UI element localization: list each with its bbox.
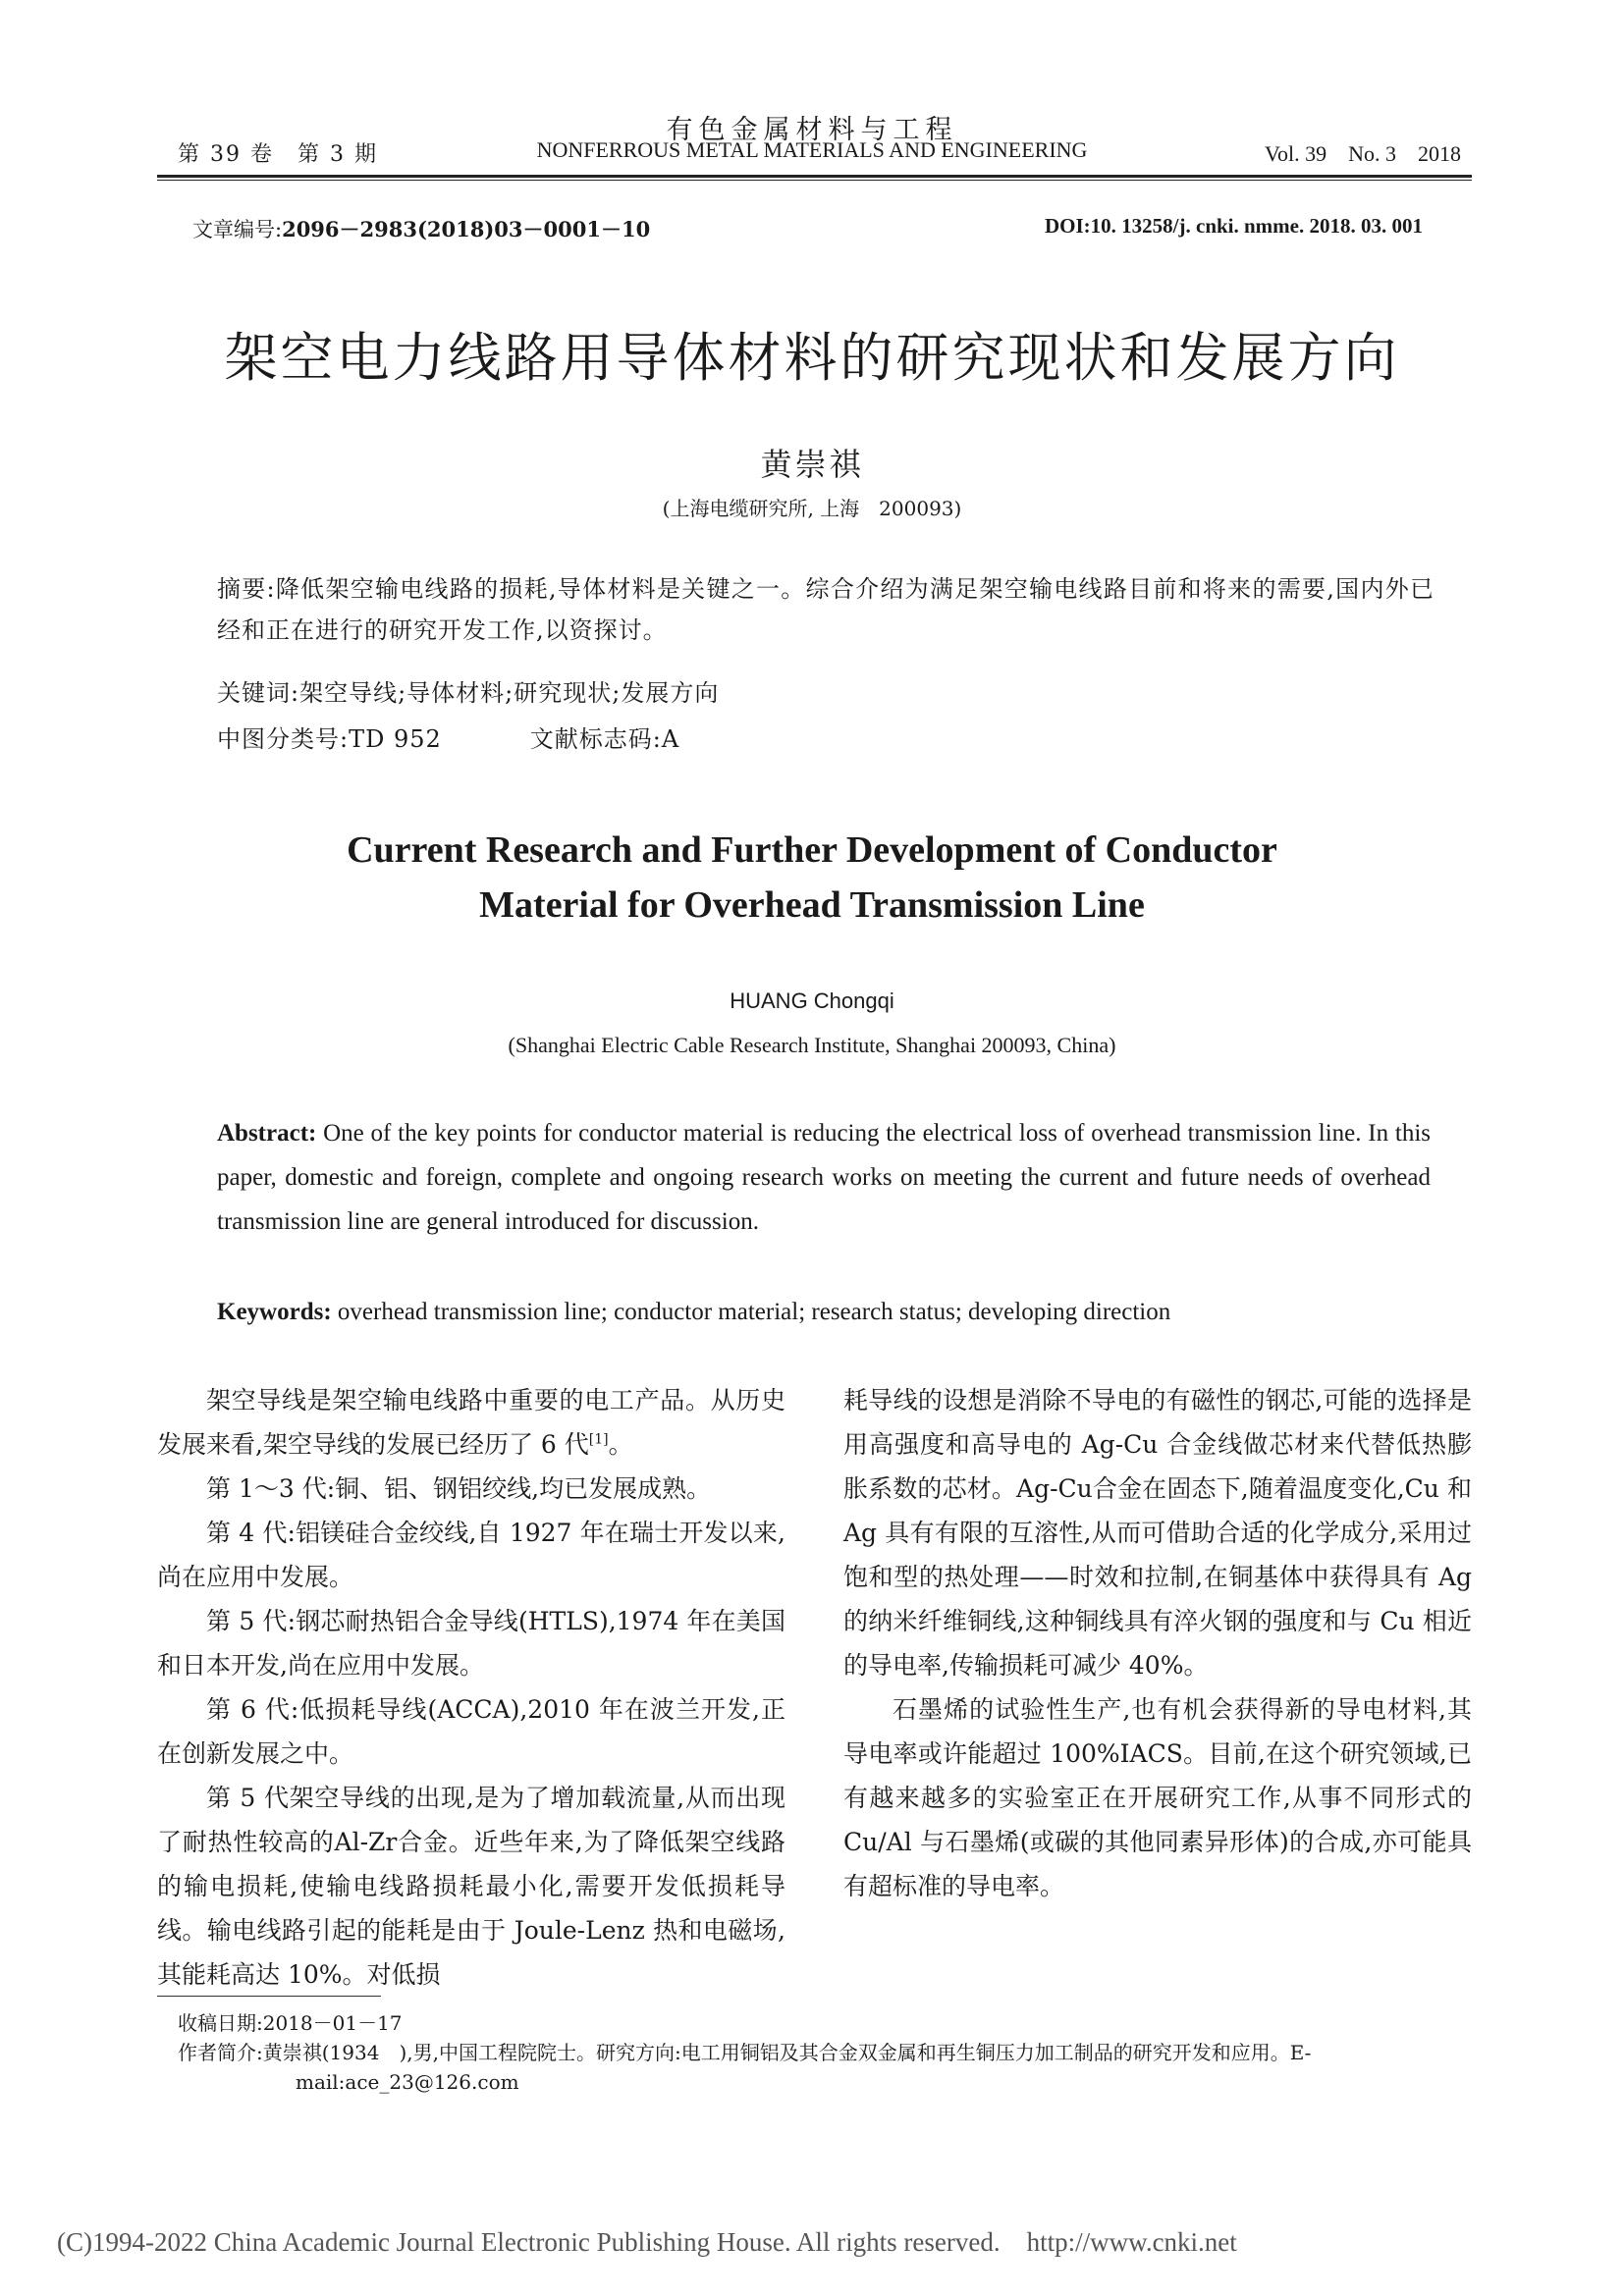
author-bio-text: 作者简介:黄崇祺(1934 ),男,中国工程院院士。研究方向:电工用铜铝及其合金双金属和再生铜压力加工制品的研究开发和应用。E-mail:ace_23@126.com xyxy=(178,2041,1312,2094)
paragraph: 第 6 代:低损耗导线(ACCA),2010 年在波兰开发,正在创新发展之中。 xyxy=(157,1695,785,1768)
author-bio xyxy=(178,2038,1484,2097)
paragraph: 第 1～3 代:铜、铝、钢铝绞线,均已发展成熟。 xyxy=(206,1474,712,1503)
citation-ref: [1] xyxy=(588,1431,609,1448)
keywords-en-label: Keywords: xyxy=(217,1299,332,1325)
article-number-label: 文章编号: xyxy=(192,218,283,241)
author-cn: 黄崇祺 xyxy=(760,446,864,483)
keywords-en-text: overhead transmission line; conductor material; research status; developing direction xyxy=(331,1299,1171,1325)
classification-number: 中图分类号:TD 952 xyxy=(217,725,442,753)
article-number-value: 2096－2983(2018)03－0001－10 xyxy=(282,217,651,241)
paragraph: 第 4 代:铝镁硅合金绞线,自 1927 年在瑞士开发以来,尚在应用中发展。 xyxy=(157,1519,785,1591)
abstract-cn: 摘要:降低架空输电线路的损耗,导体材料是关键之一。综合介绍为满足架空输电线路目前和将来的需要,国内外已经和正在进行的研究开发工作,以资探讨。 xyxy=(217,575,1435,644)
keywords-cn: 关键词:架空导线;导体材料;研究现状;发展方向 xyxy=(217,679,720,707)
header-rule-thin xyxy=(157,180,1472,181)
title-cn: 架空电力线路用导体材料的研究现状和发展方向 xyxy=(224,327,1400,389)
paragraph: 第 5 代架空导线的出现,是为了增加载流量,从而出现了耐热性较高的Al-Zr合金。近些年来,为了降低架空线路的输电损耗,使输电线路损耗最小化,需要开发低损耗导线。输电线路引起的能耗是由于 Joule-Lenz 热和电磁场,其能耗高达 10%。对低损 xyxy=(157,1784,785,1989)
abstract-en-text: One of the key points for conductor material is reducing the electrical loss of overhead transmission line. In this paper, domestic and foreign, complete and ongoing research works on meeting the current and future needs of overhead transmission line are general introduced for discussion. xyxy=(217,1120,1431,1235)
received-date: 收稿日期:2018－01－17 xyxy=(178,2011,403,2035)
doi: DOI:10. 13258/j. cnki. nmme. 2018. 03. 001 xyxy=(1045,214,1423,238)
paragraph: 石墨烯的试验性生产,也有机会获得新的导电材料,其导电率或许能超过 100%IACS。目前,在这个研究领域,已有越来越多的实验室正在开展研究工作,从事不同形式的 Cu/Al 与石墨烯(或碳的其他同素异形体)的合成,亦可能具有超标准的导电率。 xyxy=(843,1695,1472,1900)
header-rule xyxy=(157,175,1472,178)
title-en xyxy=(0,823,1624,933)
journal-name-en: NONFERROUS METAL MATERIALS AND ENGINEERING xyxy=(536,137,1088,162)
copyright-notice: (C)1994-2022 China Academic Journal Electronic Publishing House. All rights reserved. http://www.cnki.net xyxy=(57,2227,1237,2257)
keywords-en xyxy=(217,1299,1170,1326)
body-column-left xyxy=(157,1378,785,1997)
title-en-line1: Current Research and Further Development of Conductor xyxy=(347,829,1277,871)
abstract-en xyxy=(217,1111,1431,1244)
affiliation-cn: (上海电缆研究所, 上海 200093) xyxy=(662,497,962,520)
title-en-line2: Material for Overhead Transmission Line xyxy=(479,884,1145,926)
journal-name-cn: 有色金属材料与工程 xyxy=(666,115,958,145)
abstract-en-label: Abstract: xyxy=(217,1120,317,1147)
volume-issue-cn: 第 39 卷 第 3 期 xyxy=(178,142,378,167)
affiliation-en: (Shanghai Electric Cable Research Institute, Shanghai 200093, China) xyxy=(508,1033,1116,1057)
footnote-rule xyxy=(157,1996,381,1997)
paragraph: 第 5 代:钢芯耐热铝合金导线(HTLS),1974 年在美国和日本开发,尚在应用中发展。 xyxy=(157,1607,785,1680)
paragraph: 耗导线的设想是消除不导电的有磁性的钢芯,可能的选择是用高强度和高导电的 Ag-Cu 合金线做芯材来代替低热膨胀系数的芯材。Ag-Cu合金在固态下,随着温度变化,Cu 和 Ag 具有有限的互溶性,从而可借助合适的化学成分,采用过饱和型的热处理——时效和拉制,在铜基体中获得具有 Ag 的纳米纤维铜线,这种铜线具有淬火钢的强度和与 Cu 相近的导电率,传输损耗可减少 40%。 xyxy=(843,1386,1472,1680)
classification-cn xyxy=(217,720,679,754)
document-code: 文献标志码:A xyxy=(529,725,680,753)
paragraph: 架空导线是架空输电线路中重要的电工产品。从历史发展来看,架空导线的发展已经历了 6 代[1]。 xyxy=(157,1386,785,1459)
article-number xyxy=(192,214,650,243)
body-column-right xyxy=(843,1378,1472,1908)
volume-issue-en: Vol. 39 No. 3 2018 xyxy=(1264,141,1461,166)
author-en: HUANG Chongqi xyxy=(730,988,894,1013)
